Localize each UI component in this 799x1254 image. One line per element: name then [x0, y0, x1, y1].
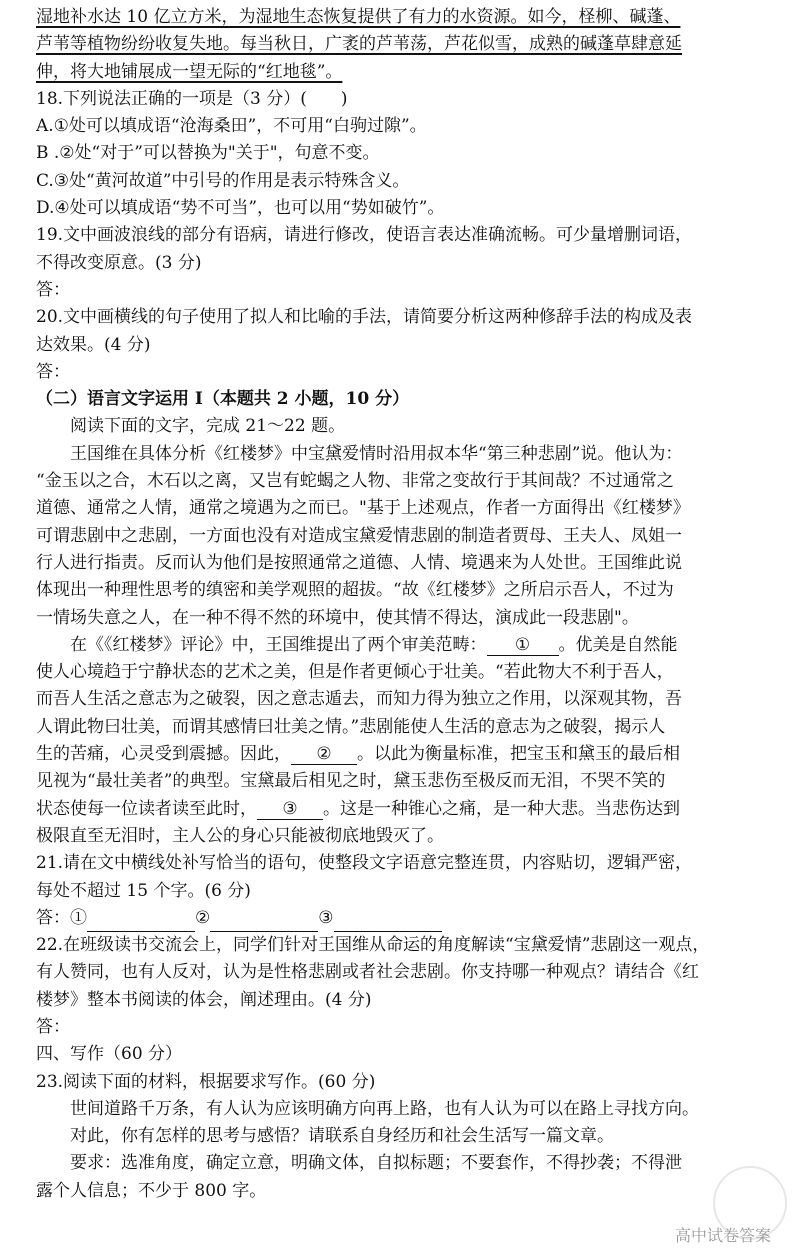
line-text: 对此，你有怎样的思考与感悟？请联系自身经历和社会生活写一篇文章。	[70, 1126, 614, 1147]
answer-blank[interactable]	[210, 913, 318, 932]
text-line	[36, 714, 763, 741]
line-text: 20.文中画横线的句子使用了拟人和比喻的手法，请简要分析这两种修辞手法的构成及表	[36, 307, 693, 328]
line-text: 一情场失意之人，在一种不得不然的环境中，使其情不得达，演成此一段悲剧"。	[36, 607, 639, 628]
text-line	[36, 1178, 763, 1205]
text-line	[36, 686, 763, 713]
text-line	[36, 1096, 763, 1123]
answer-marker: ②	[195, 907, 211, 928]
line-text: 四、写作（60 分）	[36, 1044, 183, 1065]
text-line	[36, 741, 763, 768]
line-text: 可谓悲剧中之悲剧，一方面也没有对造成宝黛爱情悲剧的制造者贾母、王夫人、凤姐一	[36, 525, 682, 546]
fill-blank: ③	[257, 799, 323, 820]
text-line	[36, 987, 763, 1014]
text-line	[36, 605, 763, 632]
text-line	[36, 140, 763, 167]
line-text: 有人赞同，也有人反对，认为是性格悲剧或者社会悲剧。你支持哪一种观点？请结合《红	[36, 962, 699, 983]
text-line	[36, 1014, 763, 1041]
watermark-text: 高中试卷答案	[674, 1226, 771, 1245]
text-line	[36, 386, 763, 413]
line-text: 芦苇等植物纷纷收复失地。每当秋日，广袤的芦苇荡，芦花似雪，成熟的碱蓬草肆意延	[36, 34, 682, 55]
text-line	[36, 768, 763, 795]
text-line	[36, 905, 763, 932]
line-text: 露个人信息；不少于 800 字。	[36, 1180, 267, 1201]
line-text: 伸，将大地铺展成一望无际的“红地毯”。	[36, 61, 343, 82]
text-line	[36, 1041, 763, 1068]
text-line	[36, 577, 763, 604]
text-line	[36, 1123, 763, 1150]
text-line	[36, 441, 763, 468]
line-text: 而吾人生活之意志为之破裂，因之意志遁去，而知力得为独立之作用，以深观其物，吾	[36, 689, 682, 710]
line-text: 人谓此物曰壮美，而谓其感情曰壮美之情。”悲剧能使人生活的意志为之破裂，揭示人	[36, 716, 666, 737]
line-text: 23.阅读下面的材料，根据要求写作。(60 分)	[36, 1071, 376, 1092]
line-text-after: 。这是一种锥心之痛，是一种大悲。当悲伤达到	[323, 798, 680, 819]
line-text: C.③处“黄河故道”中引号的作用是表示特殊含义。	[36, 170, 410, 191]
text-line	[36, 413, 763, 440]
line-text: A.①处可以填成语“沧海桑田”，不可用“白驹过隙”。	[36, 116, 427, 137]
answer-marker: ③	[318, 907, 334, 928]
text-line	[36, 468, 763, 495]
text-line	[36, 796, 763, 823]
line-text: 答：	[36, 279, 70, 300]
line-text: 18.下列说法正确的一项是（3 分）( )	[36, 88, 348, 109]
line-text: B .②处“对于”可以替换为"关于"，句意不变。	[36, 143, 380, 164]
text-line	[36, 878, 763, 905]
fill-blank: ①	[487, 635, 559, 656]
text-line	[36, 959, 763, 986]
line-text: 答：	[36, 361, 70, 382]
text-line	[36, 523, 763, 550]
line-text: 湿地补水达 10 亿立方米，为湿地生态恢复提供了有力的水资源。如今，柽柳、碱蓬、	[36, 7, 681, 27]
text-line	[36, 277, 763, 304]
line-text: 达效果。(4 分)	[36, 334, 151, 355]
line-text-after: 。优美是自然能	[558, 634, 678, 655]
line-text: 极限直至无泪时，主人公的身心只能被彻底地毁灭了。	[36, 825, 444, 846]
line-text: 答：①	[36, 907, 87, 928]
line-text: 行人进行指责。反而认为他们是按照通常之道德、人情、境遇来为人处世。王国维此说	[36, 552, 682, 573]
line-text-after: 。以此为衡量标准，把宝玉和黛玉的最后相	[357, 744, 680, 765]
line-text: 不得改变原意。(3 分)	[36, 252, 202, 273]
text-line	[36, 168, 763, 195]
line-text: 要求：选准角度，确定立意，明确文体，自拟标题；不要套作，不得抄袭；不得泄	[70, 1153, 682, 1174]
text-line	[36, 113, 763, 140]
text-line	[36, 550, 763, 577]
answer-blank[interactable]	[334, 913, 442, 932]
text-line	[36, 222, 763, 249]
answer-blank[interactable]	[87, 913, 195, 932]
line-text: 阅读下面的文字，完成 21～22 题。	[70, 416, 346, 437]
line-text: （二）语言文字运用 I（本题共 2 小题，10 分）	[36, 389, 410, 410]
line-text: 使人心境趋于宁静状态的艺术之美，但是作者更倾心于壮美。“若此物大不利于吾人，	[36, 662, 674, 683]
fill-blank: ②	[291, 744, 357, 765]
line-text: 世间道路千万条，有人认为应该明确方向再上路，也有人认为可以在路上寻找方向。	[70, 1098, 699, 1119]
text-line	[36, 304, 763, 331]
text-line	[36, 1150, 763, 1177]
line-text: D.④处可以填成语“势不可当”，也可以用“势如破竹”。	[36, 198, 445, 219]
text-line	[36, 250, 763, 277]
line-text: 每处不超过 15 个字。(6 分)	[36, 880, 251, 901]
line-text: 21.请在文中横线处补写恰当的语句，使整段文字语意完整连贯，内容贴切，逻辑严密，	[36, 853, 693, 874]
text-line	[36, 359, 763, 386]
text-line	[36, 659, 763, 686]
text-line	[36, 823, 763, 850]
line-text: 楼梦》整本书阅读的体会，阐述理由。(4 分)	[36, 989, 372, 1010]
line-text: 见视为“最壮美者”的典型。宝黛最后相见之时，黛玉悲伤至极反而无泪，不哭不笑的	[36, 771, 666, 792]
line-text: 答：	[36, 1016, 70, 1037]
text-line	[36, 632, 763, 659]
text-line	[36, 850, 763, 877]
line-text: 状态使每一位读者读至此时，	[36, 798, 257, 819]
text-line	[36, 495, 763, 522]
text-line	[36, 59, 763, 86]
text-line	[36, 332, 763, 359]
line-text: 体现出一种理性思考的缜密和美学观照的超拔。“故《红楼梦》之所启示吾人，不过为	[36, 580, 674, 601]
text-line	[36, 86, 763, 113]
text-line	[36, 1069, 763, 1096]
line-text: 在《《红楼梦》评论》中，王国维提出了两个审美范畴：	[70, 634, 487, 655]
text-line	[36, 31, 763, 58]
line-text: 道德、通常之人情，通常之境遇为之而已。"基于上述观点，作者一方面得出《红楼梦》	[36, 498, 690, 519]
line-text: “金玉以之合，木石以之离，又岂有蛇蝎之人物、非常之变故行于其间哉？不过通常之	[36, 471, 674, 492]
text-line	[36, 932, 763, 959]
text-line	[36, 4, 763, 31]
line-text: 王国维在具体分析《红楼梦》中宝黛爱情时沿用叔本华“第三种悲剧”说。他认为：	[70, 443, 683, 464]
line-text: 22.在班级读书交流会上，同学们针对王国维从命运的角度解读“宝黛爱情”悲剧这一观点，	[36, 935, 710, 956]
line-text: 19.文中画波浪线的部分有语病，请进行修改，使语言表达准确流畅。可少量增删词语，	[36, 225, 693, 246]
line-text: 生的苦痛，心灵受到震撼。因此，	[36, 744, 291, 765]
text-line	[36, 195, 763, 222]
